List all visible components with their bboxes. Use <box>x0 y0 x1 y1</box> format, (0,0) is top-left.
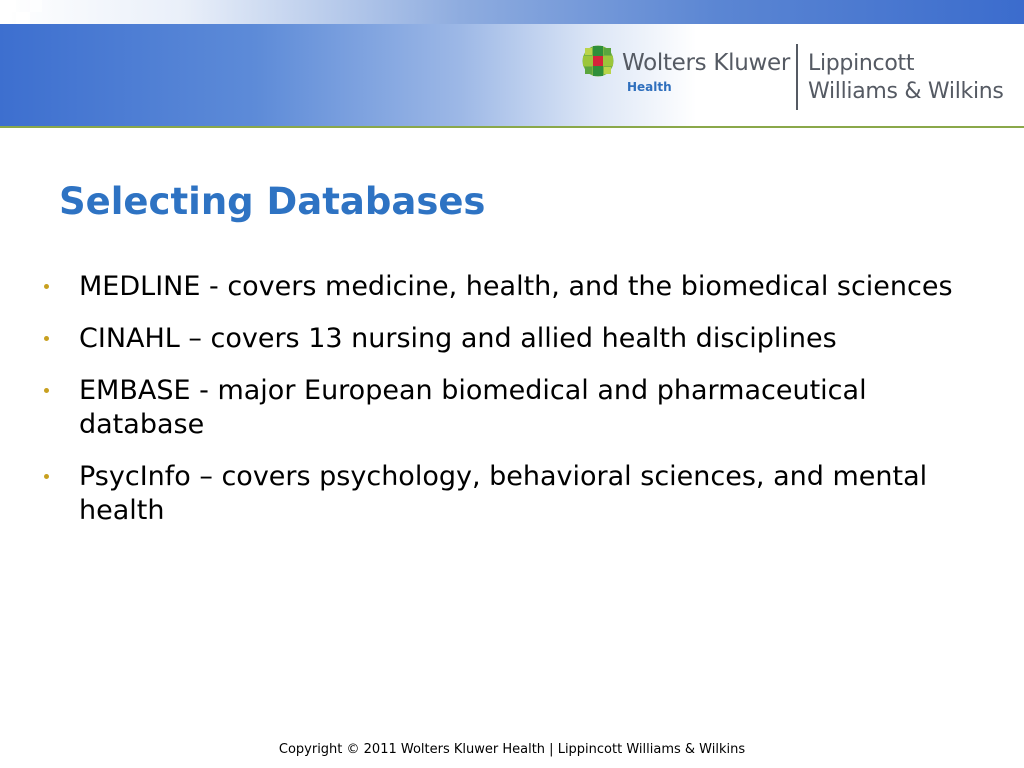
bullet-dot-icon <box>44 474 49 479</box>
bullet-item <box>44 270 984 304</box>
bullet-item <box>44 322 984 356</box>
header-rule <box>0 126 1024 128</box>
bullet-text: MEDLINE - covers medicine, health, and the biomedical sciences <box>79 271 953 302</box>
bullet-dot-icon <box>44 388 49 393</box>
bullet-text: EMBASE - major European biomedical and pharmaceutical database <box>79 375 867 440</box>
bullet-item <box>44 374 984 442</box>
bullet-text: PsycInfo – covers psychology, behavioral sciences, and mental health <box>79 461 928 526</box>
imprint-name <box>808 50 1004 106</box>
bullet-list <box>44 270 984 546</box>
header-top-strip <box>0 0 1024 24</box>
decor-square <box>0 12 12 24</box>
brand-name: Wolters Kluwer <box>622 50 791 76</box>
bullet-item <box>44 460 984 528</box>
imprint-line-1: Lippincott <box>808 51 915 76</box>
imprint-line-2: Williams & Wilkins <box>808 79 1004 104</box>
bullet-dot-icon <box>44 336 49 341</box>
decor-square <box>30 0 42 12</box>
brand-division: Health <box>627 80 672 94</box>
brand-divider <box>796 44 798 110</box>
wolters-kluwer-logo-icon <box>582 45 614 77</box>
bullet-dot-icon <box>44 284 49 289</box>
slide-title: Selecting Databases <box>59 180 486 223</box>
decor-square <box>16 12 30 24</box>
bullet-text: CINAHL – covers 13 nursing and allied health disciplines <box>79 323 837 354</box>
footer-copyright: Copyright © 2011 Wolters Kluwer Health | Lippincott Williams & Wilkins <box>278 742 746 757</box>
decor-square <box>0 0 16 12</box>
